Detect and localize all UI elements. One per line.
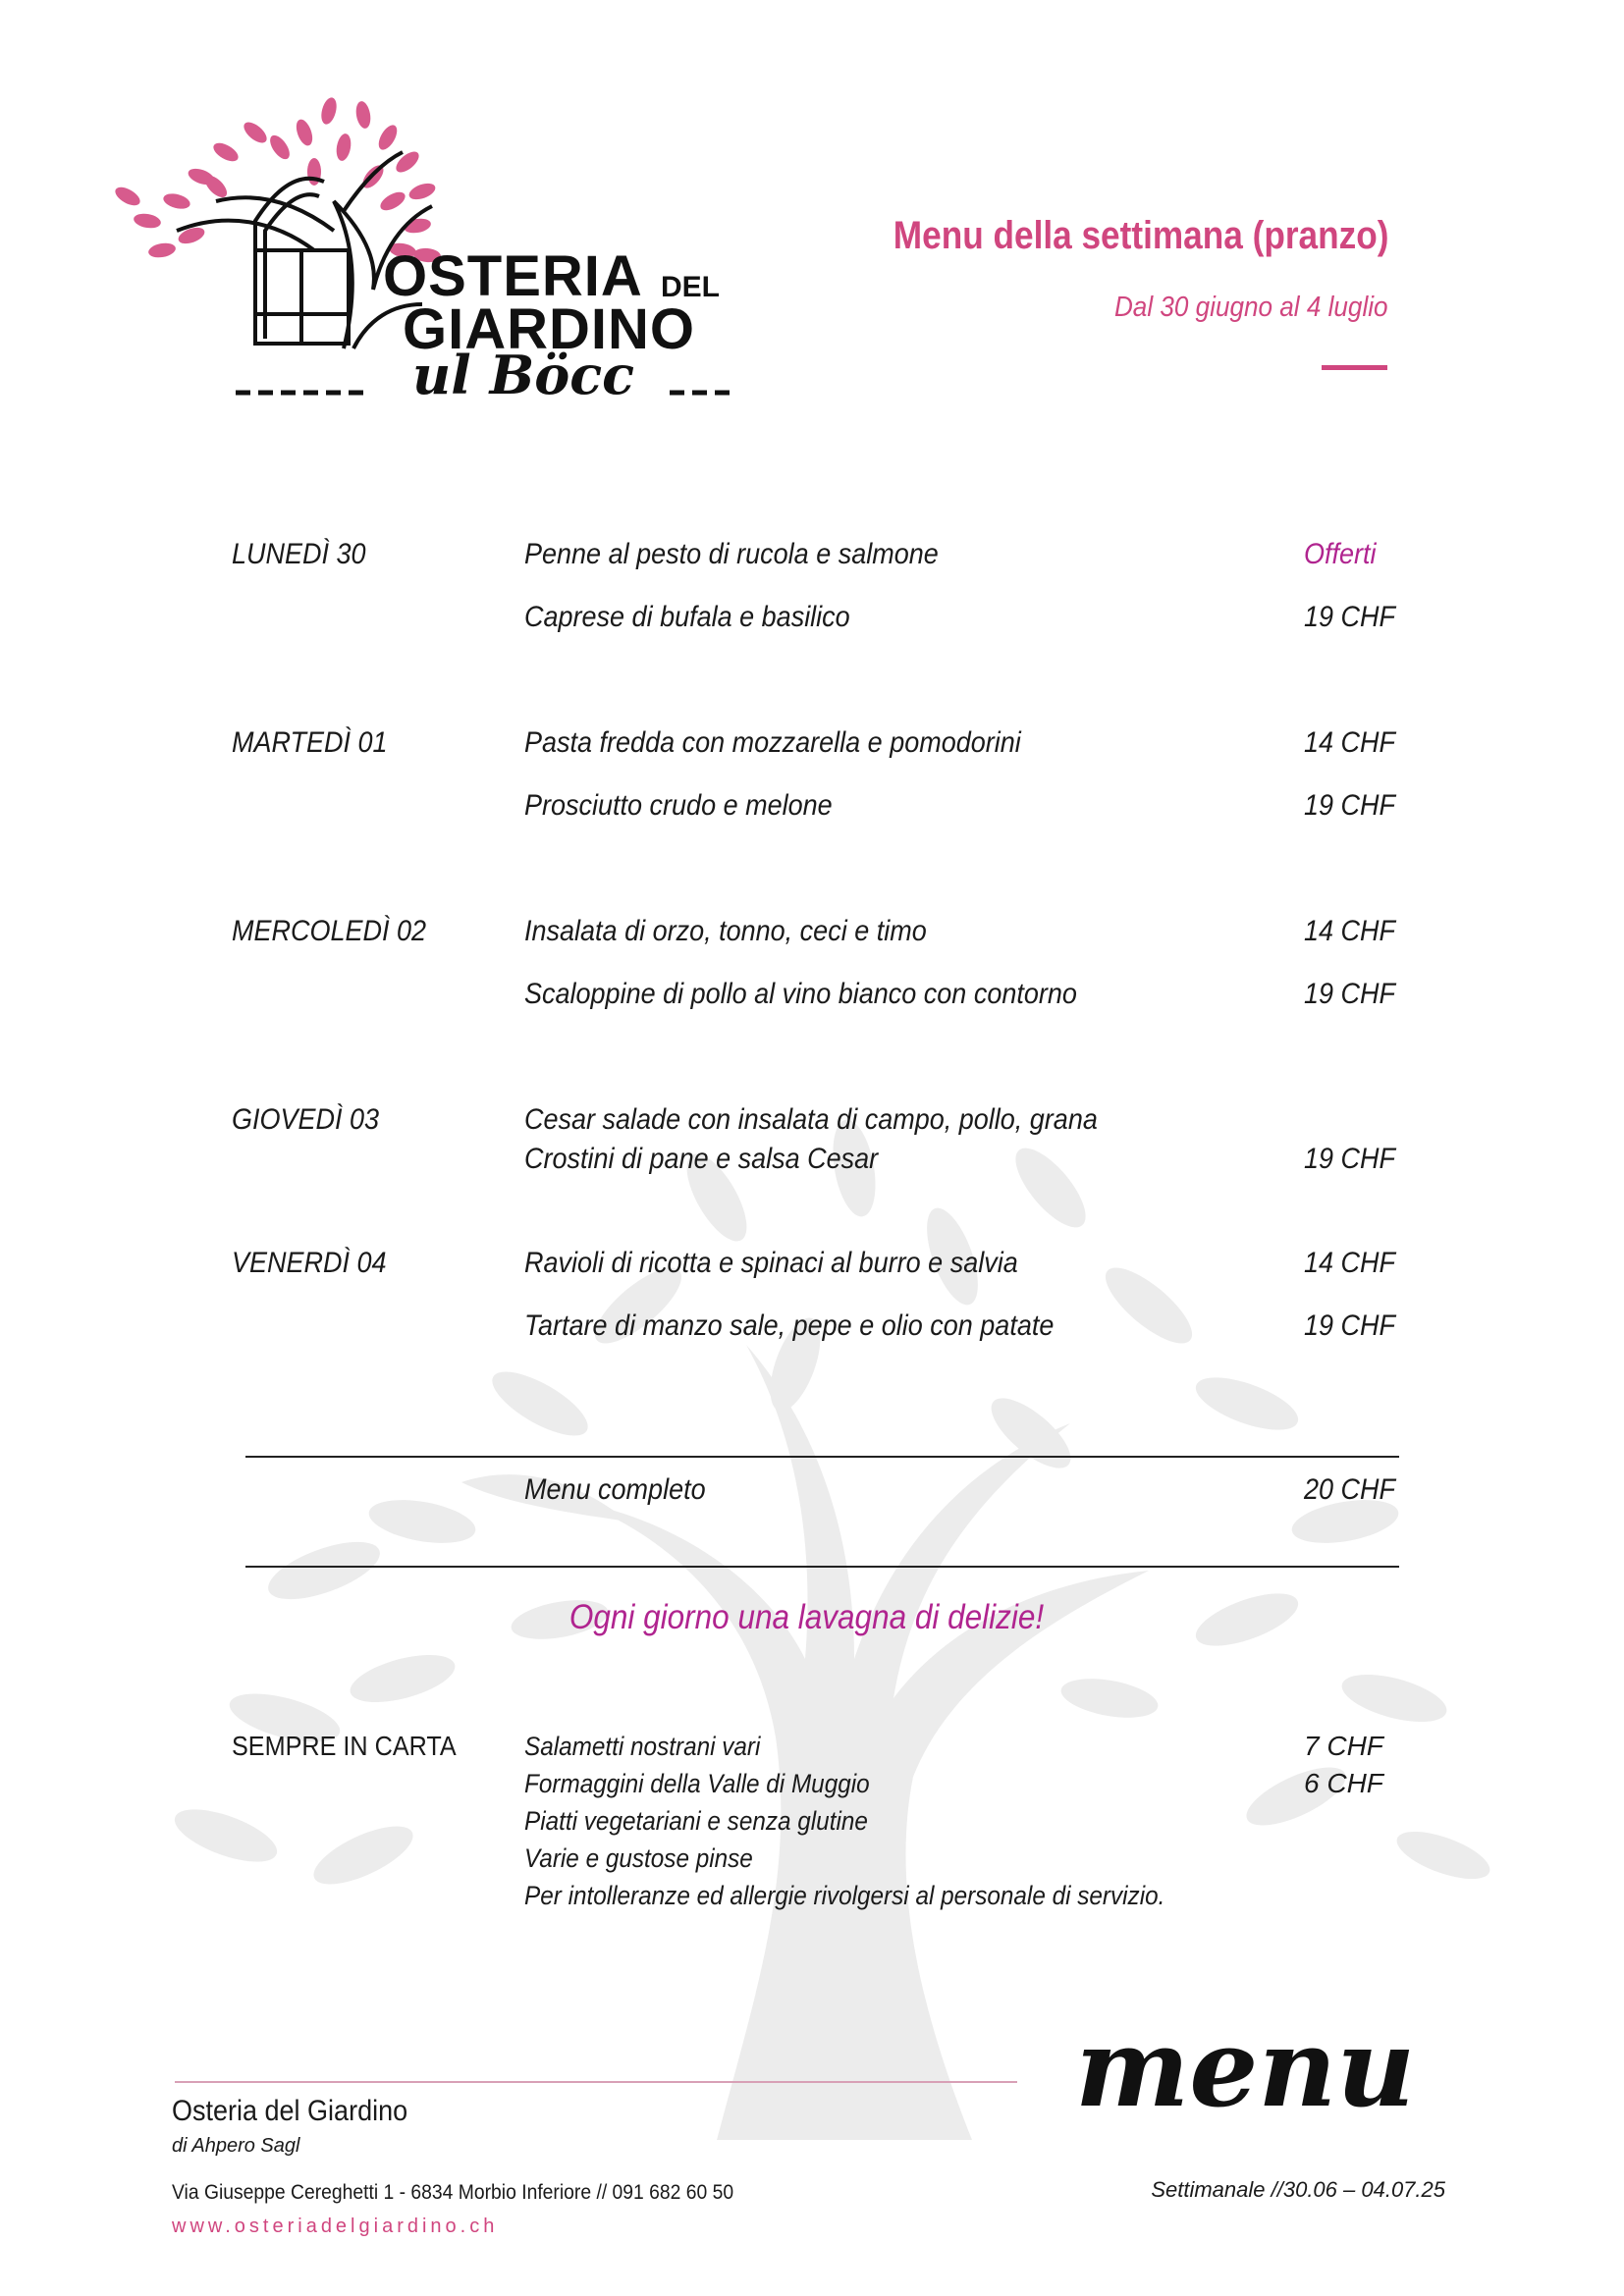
- day-label: MERCOLEDÌ 02: [232, 915, 427, 947]
- dish-price: 14 CHF: [1304, 915, 1396, 947]
- dish-name: Scaloppine di pollo al vino bianco con contorno: [524, 978, 1077, 1010]
- dish-name: Crostini di pane e salsa Cesar: [524, 1143, 879, 1175]
- carta-item: Salametti nostrani vari: [524, 1732, 761, 1761]
- carta-item: Piatti vegetariani e senza glutine: [524, 1806, 868, 1836]
- dish-price: 14 CHF: [1304, 1247, 1396, 1279]
- menu-row: [0, 789, 1624, 828]
- dish-price: 19 CHF: [1304, 1143, 1396, 1175]
- footer-website-link[interactable]: www.osteriadelgiardino.ch: [172, 2216, 499, 2237]
- menu-script-logo-icon: [1065, 2012, 1458, 2145]
- menu-row: [0, 915, 1624, 954]
- logo-name-line1: OSTERIA: [383, 244, 643, 308]
- logo-name-del: DEL: [661, 271, 720, 303]
- dish-price: 19 CHF: [1304, 1309, 1396, 1342]
- day-label: VENERDÌ 04: [232, 1247, 387, 1279]
- logo-name-line2: GIARDINO: [403, 297, 695, 361]
- dish-name: Tartare di manzo sale, pepe e olio con patate: [524, 1309, 1055, 1342]
- restaurant-logo: [108, 93, 736, 417]
- footer-divider: [175, 2081, 1017, 2083]
- footer-address: Via Giuseppe Cereghetti 1 - 6834 Morbio Inferiore // 091 682 60 50: [172, 2181, 734, 2204]
- dish-name: Insalata di orzo, tonno, ceci e timo: [524, 915, 927, 947]
- menu-completo-label: Menu completo: [524, 1473, 706, 1506]
- header-accent-bar: [1322, 365, 1387, 370]
- divider-top: [245, 1456, 1399, 1458]
- dish-price: 14 CHF: [1304, 726, 1396, 759]
- footer-company: di Ahpero Sagl: [172, 2135, 300, 2157]
- day-label: LUNEDÌ 30: [232, 538, 366, 570]
- menu-row: [0, 1143, 1624, 1182]
- menu-completo-price: 20 CHF: [1304, 1473, 1396, 1506]
- logo-tagline: ul Böcc: [412, 344, 634, 406]
- dish-price: Offerti: [1304, 538, 1377, 570]
- menu-row: [0, 601, 1624, 640]
- carta-item: Formaggini della Valle di Muggio: [524, 1769, 870, 1798]
- menu-row: [0, 978, 1624, 1017]
- dish-name: Prosciutto crudo e melone: [524, 789, 833, 822]
- carta-item: Varie e gustose pinse: [524, 1843, 753, 1873]
- day-label: GIOVEDÌ 03: [232, 1103, 380, 1136]
- menu-row: [0, 538, 1624, 577]
- menu-title: Menu della settimana (pranzo): [893, 214, 1388, 257]
- day-label: MARTEDÌ 01: [232, 726, 388, 759]
- dish-name: Cesar salade con insalata di campo, pollo, grana: [524, 1103, 1098, 1136]
- menu-completo-row: [0, 1473, 1624, 1513]
- daily-specials-tagline: [0, 1598, 1624, 1637]
- dish-name: Ravioli di ricotta e spinaci al burro e salvia: [524, 1247, 1018, 1279]
- menu-row: [0, 1247, 1624, 1286]
- menu-script-word: menu: [1075, 2012, 1416, 2131]
- menu-date-range: Dal 30 giugno al 4 luglio: [1114, 292, 1388, 323]
- dish-name: Penne al pesto di rucola e salmone: [524, 538, 939, 570]
- dish-price: 19 CHF: [1304, 978, 1396, 1010]
- menu-row: [0, 1103, 1624, 1143]
- menu-row: [0, 1309, 1624, 1349]
- footer-week-code: Settimanale //30.06 – 04.07.25: [1151, 2177, 1445, 2202]
- carta-item: Per intolleranze ed allergie rivolgersi al personale di servizio.: [524, 1881, 1165, 1910]
- dish-price: 19 CHF: [1304, 789, 1396, 822]
- tagline-text: Ogni giorno una lavagna di delizie!: [569, 1598, 1045, 1636]
- sempre-in-carta-label: SEMPRE IN CARTA: [232, 1731, 457, 1761]
- carta-price: 6 CHF: [1304, 1768, 1383, 1798]
- divider-bottom: [245, 1566, 1399, 1568]
- dish-name: Pasta fredda con mozzarella e pomodorini: [524, 726, 1021, 759]
- menu-row: [0, 726, 1624, 766]
- footer-restaurant-name: Osteria del Giardino: [172, 2095, 408, 2127]
- carta-price: 7 CHF: [1304, 1731, 1383, 1761]
- dish-price: 19 CHF: [1304, 601, 1396, 633]
- dish-name: Caprese di bufala e basilico: [524, 601, 850, 633]
